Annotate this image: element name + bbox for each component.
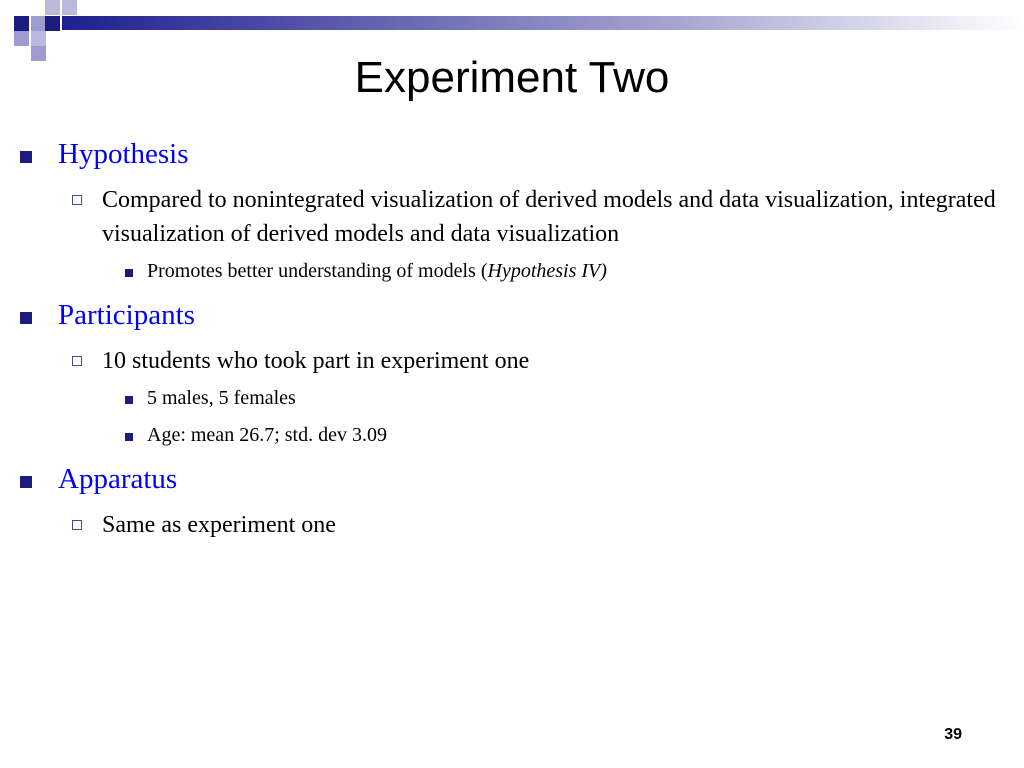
- participants-heading: Participants: [58, 299, 195, 331]
- level1-bullet-icon: [20, 151, 32, 163]
- participants-subpoint: Age: mean 26.7; std. dev 3.09: [147, 424, 387, 446]
- level3-bullet-icon: [125, 433, 133, 441]
- hypothesis-subpoint-italic: Hypothesis IV): [487, 260, 607, 282]
- hypothesis-subpoint-text: Promotes better understanding of models (: [147, 260, 488, 282]
- level1-bullet-icon: [20, 476, 32, 488]
- hypothesis-heading: Hypothesis: [58, 138, 189, 170]
- hypothesis-point: Compared to nonintegrated visualization of derived models and data visualization, integrated visualization of derived models and data visualization: [102, 187, 996, 247]
- slide-title: Experiment Two: [354, 53, 670, 102]
- page-number: 39: [944, 726, 962, 743]
- level1-bullet-icon: [20, 312, 32, 324]
- level2-bullet-icon: [72, 356, 82, 366]
- level3-bullet-icon: [125, 396, 133, 404]
- participants-subpoint: 5 males, 5 females: [147, 387, 296, 409]
- level2-bullet-icon: [72, 520, 82, 530]
- participants-point: 10 students who took part in experiment one: [102, 348, 530, 374]
- apparatus-point: Same as experiment one: [102, 512, 336, 538]
- level2-bullet-icon: [72, 195, 82, 205]
- level3-bullet-icon: [125, 269, 133, 277]
- hypothesis-subpoint: [147, 259, 607, 283]
- apparatus-heading: Apparatus: [58, 463, 178, 495]
